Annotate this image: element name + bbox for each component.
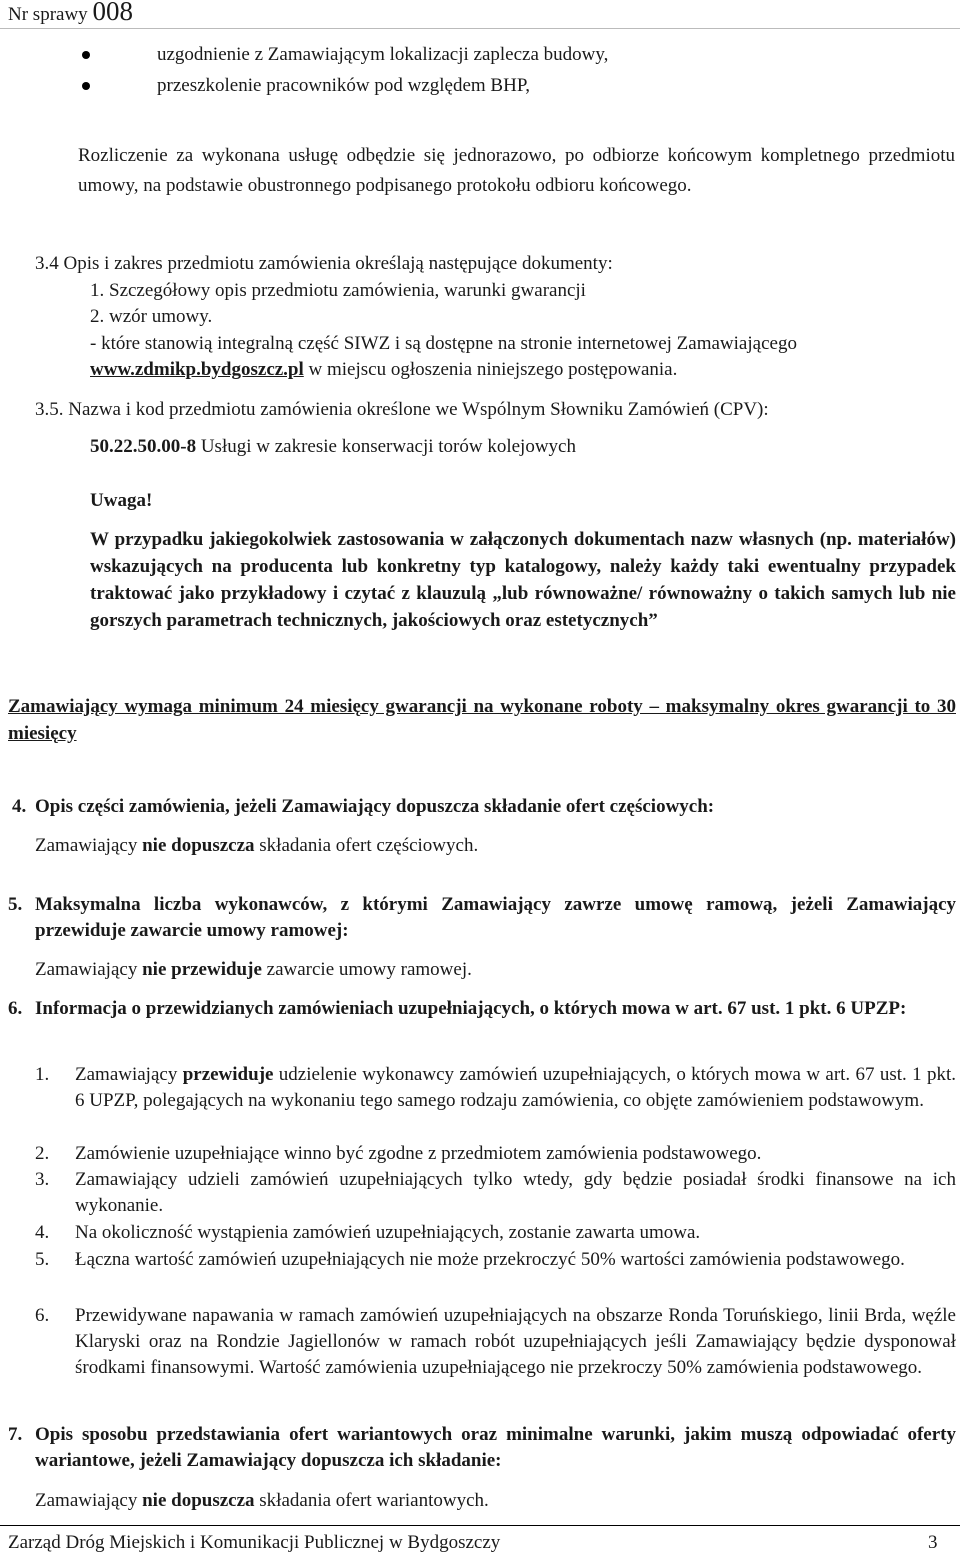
warning-text: W przypadku jakiegokolwiek zastosowania w załączonych dokumentach nazw własnych (np. materiałów) wskazujących na producenta lub konkretny typ katalogowy, należy każdy taki ewentualny przypadek traktować jako przykładowy i czytać z klauzulą „lub równoważne/ równoważny o takich samych lub nie gorszych parametrach technicznych, jakościowych oraz estetycznych” xyxy=(90,529,956,631)
answer-suffix: składania ofert częściowych. xyxy=(254,835,479,856)
s34-item-2: 2. wzór umowy. xyxy=(90,306,213,327)
answer-suffix: składania ofert wariantowych. xyxy=(254,1490,489,1511)
list-item: przeszkolenie pracowników pod względem BHP, xyxy=(157,75,531,96)
section-7-number: 7. xyxy=(8,1424,23,1445)
list-item: uzgodnienie z Zamawiającym lokalizacji zaplecza budowy, xyxy=(157,44,609,65)
section-6-number: 6. xyxy=(8,998,23,1019)
footer-page-number: 3 xyxy=(928,1532,938,1553)
section-6-title: Informacja o przewidzianych zamówieniach uzupełniających, o których mowa w art. 67 ust. 1 pkt. 6 UPZP: xyxy=(35,998,907,1019)
header-divider xyxy=(0,28,960,29)
case-label: Nr sprawy xyxy=(8,4,88,25)
guarantee-requirement: Zamawiający wymaga minimum 24 miesięcy gwarancji na wykonane roboty – maksymalny okres gwarancji to 30 miesięcy xyxy=(8,696,956,744)
answer-emphasis: nie przewiduje xyxy=(142,959,262,980)
warning-title: Uwaga! xyxy=(90,490,153,511)
s6-item-5: Łączna wartość zamówień uzupełniających nie może przekroczyć 50% wartości zamówienia podstawowego. xyxy=(75,1249,905,1270)
zdmikp-link[interactable]: www.zdmikp.bydgoszcz.pl xyxy=(90,359,304,380)
s34-note-link-line xyxy=(90,357,677,383)
case-header xyxy=(8,0,133,28)
bullet-icon xyxy=(82,51,90,59)
s6-num-2: 2. xyxy=(35,1143,50,1164)
section-5-title: Maksymalna liczba wykonawców, z którymi Zamawiający zawrze umowę ramową, jeżeli Zamawiający przewiduje zawarcie umowy ramowej: xyxy=(35,894,956,941)
answer-emphasis: nie dopuszcza xyxy=(142,1490,255,1511)
answer-prefix: Zamawiający xyxy=(35,1490,143,1511)
case-number: 008 xyxy=(92,0,133,26)
cpv-code-line xyxy=(90,434,576,460)
answer-prefix: Zamawiający xyxy=(35,959,143,980)
section-5-answer xyxy=(35,957,472,983)
footer-divider xyxy=(0,1525,960,1526)
s34-item-1: 1. Szczegółowy opis przedmiotu zamówienia, warunki gwarancji xyxy=(90,280,586,301)
cpv-description: Usługi w zakresie konserwacji torów kolejowych xyxy=(196,436,576,457)
settlement-paragraph: Rozliczenie za wykonana usługę odbędzie się jednorazowo, po odbiorze końcowym kompletnego przedmiotu umowy, na podstawie obustronnego podpisanego protokołu odbioru końcowego. xyxy=(78,145,955,196)
section-7-answer xyxy=(35,1488,489,1514)
s6-num-5: 5. xyxy=(35,1249,50,1270)
bullet-icon xyxy=(82,82,90,90)
item-text-tail: udzielenie wykonawcy zamówień uzupełniających, o których mowa w art. 67 ust. 1 pkt. 6 UPZP, polegających na wykonaniu tego samego rodzaju zamówienia, co objęte zamówieniem podstawowym. xyxy=(75,1064,956,1111)
section-4-number: 4. xyxy=(12,796,27,817)
s34-note-tail: w miejscu ogłoszenia niniejszego postępowania. xyxy=(303,359,678,380)
section-4-title: Opis części zamówienia, jeżeli Zamawiający dopuszcza składanie ofert częściowych: xyxy=(35,796,715,817)
s34-note: - które stanowią integralną część SIWZ i są dostępne na stronie internetowej Zamawiającego xyxy=(90,333,797,354)
item-emphasis: przewiduje xyxy=(182,1064,274,1085)
s6-item-3: Zamawiający udzieli zamówień uzupełniających tylko wtedy, gdy będzie posiadał środki finansowe na ich wykonanie. xyxy=(75,1169,956,1216)
section-4-answer xyxy=(35,833,478,859)
s6-num-3: 3. xyxy=(35,1169,50,1190)
item-text: Zamawiający xyxy=(75,1064,183,1085)
answer-prefix: Zamawiający xyxy=(35,835,143,856)
s6-item-1 xyxy=(75,1062,956,1114)
s6-item-2: Zamówienie uzupełniające winno być zgodne z przedmiotem zamówienia podstawowego. xyxy=(75,1143,762,1164)
section-7-title: Opis sposobu przedstawiania ofert wariantowych oraz minimalne warunki, jakim muszą odpowiadać oferty wariantowe, jeżeli Zamawiający dopuszcza ich składanie: xyxy=(35,1424,956,1471)
answer-emphasis: nie dopuszcza xyxy=(142,835,255,856)
s6-item-6: Przewidywane napawania w ramach zamówień uzupełniających na obszarze Ronda Toruńskiego, linii Brda, węźle Klaryski oraz na Rondzie Jagiellonów w ramach robót uzupełniających jeśli Zamawiający będzie dysponował środkami finansowymi. Wartość zamówienia uzupełniającego nie przekroczy 50% zamówienia podstawowego. xyxy=(75,1305,956,1378)
section-3-4-title: 3.4 Opis i zakres przedmiotu zamówienia określają następujące dokumenty: xyxy=(35,253,613,274)
s6-num-4: 4. xyxy=(35,1222,50,1243)
footer-organization: Zarząd Dróg Miejskich i Komunikacji Publicznej w Bydgoszczy xyxy=(8,1532,501,1553)
s6-item-4: Na okoliczność wystąpienia zamówień uzupełniających, zostanie zawarta umowa. xyxy=(75,1222,701,1243)
s6-num-6: 6. xyxy=(35,1305,50,1326)
cpv-code: 50.22.50.00-8 xyxy=(90,436,197,457)
s6-num-1: 1. xyxy=(35,1064,50,1085)
section-3-5-title: 3.5. Nazwa i kod przedmiotu zamówienia określone we Wspólnym Słowniku Zamówień (CPV): xyxy=(35,399,769,420)
section-5-number: 5. xyxy=(8,894,23,915)
answer-suffix: zawarcie umowy ramowej. xyxy=(261,959,472,980)
